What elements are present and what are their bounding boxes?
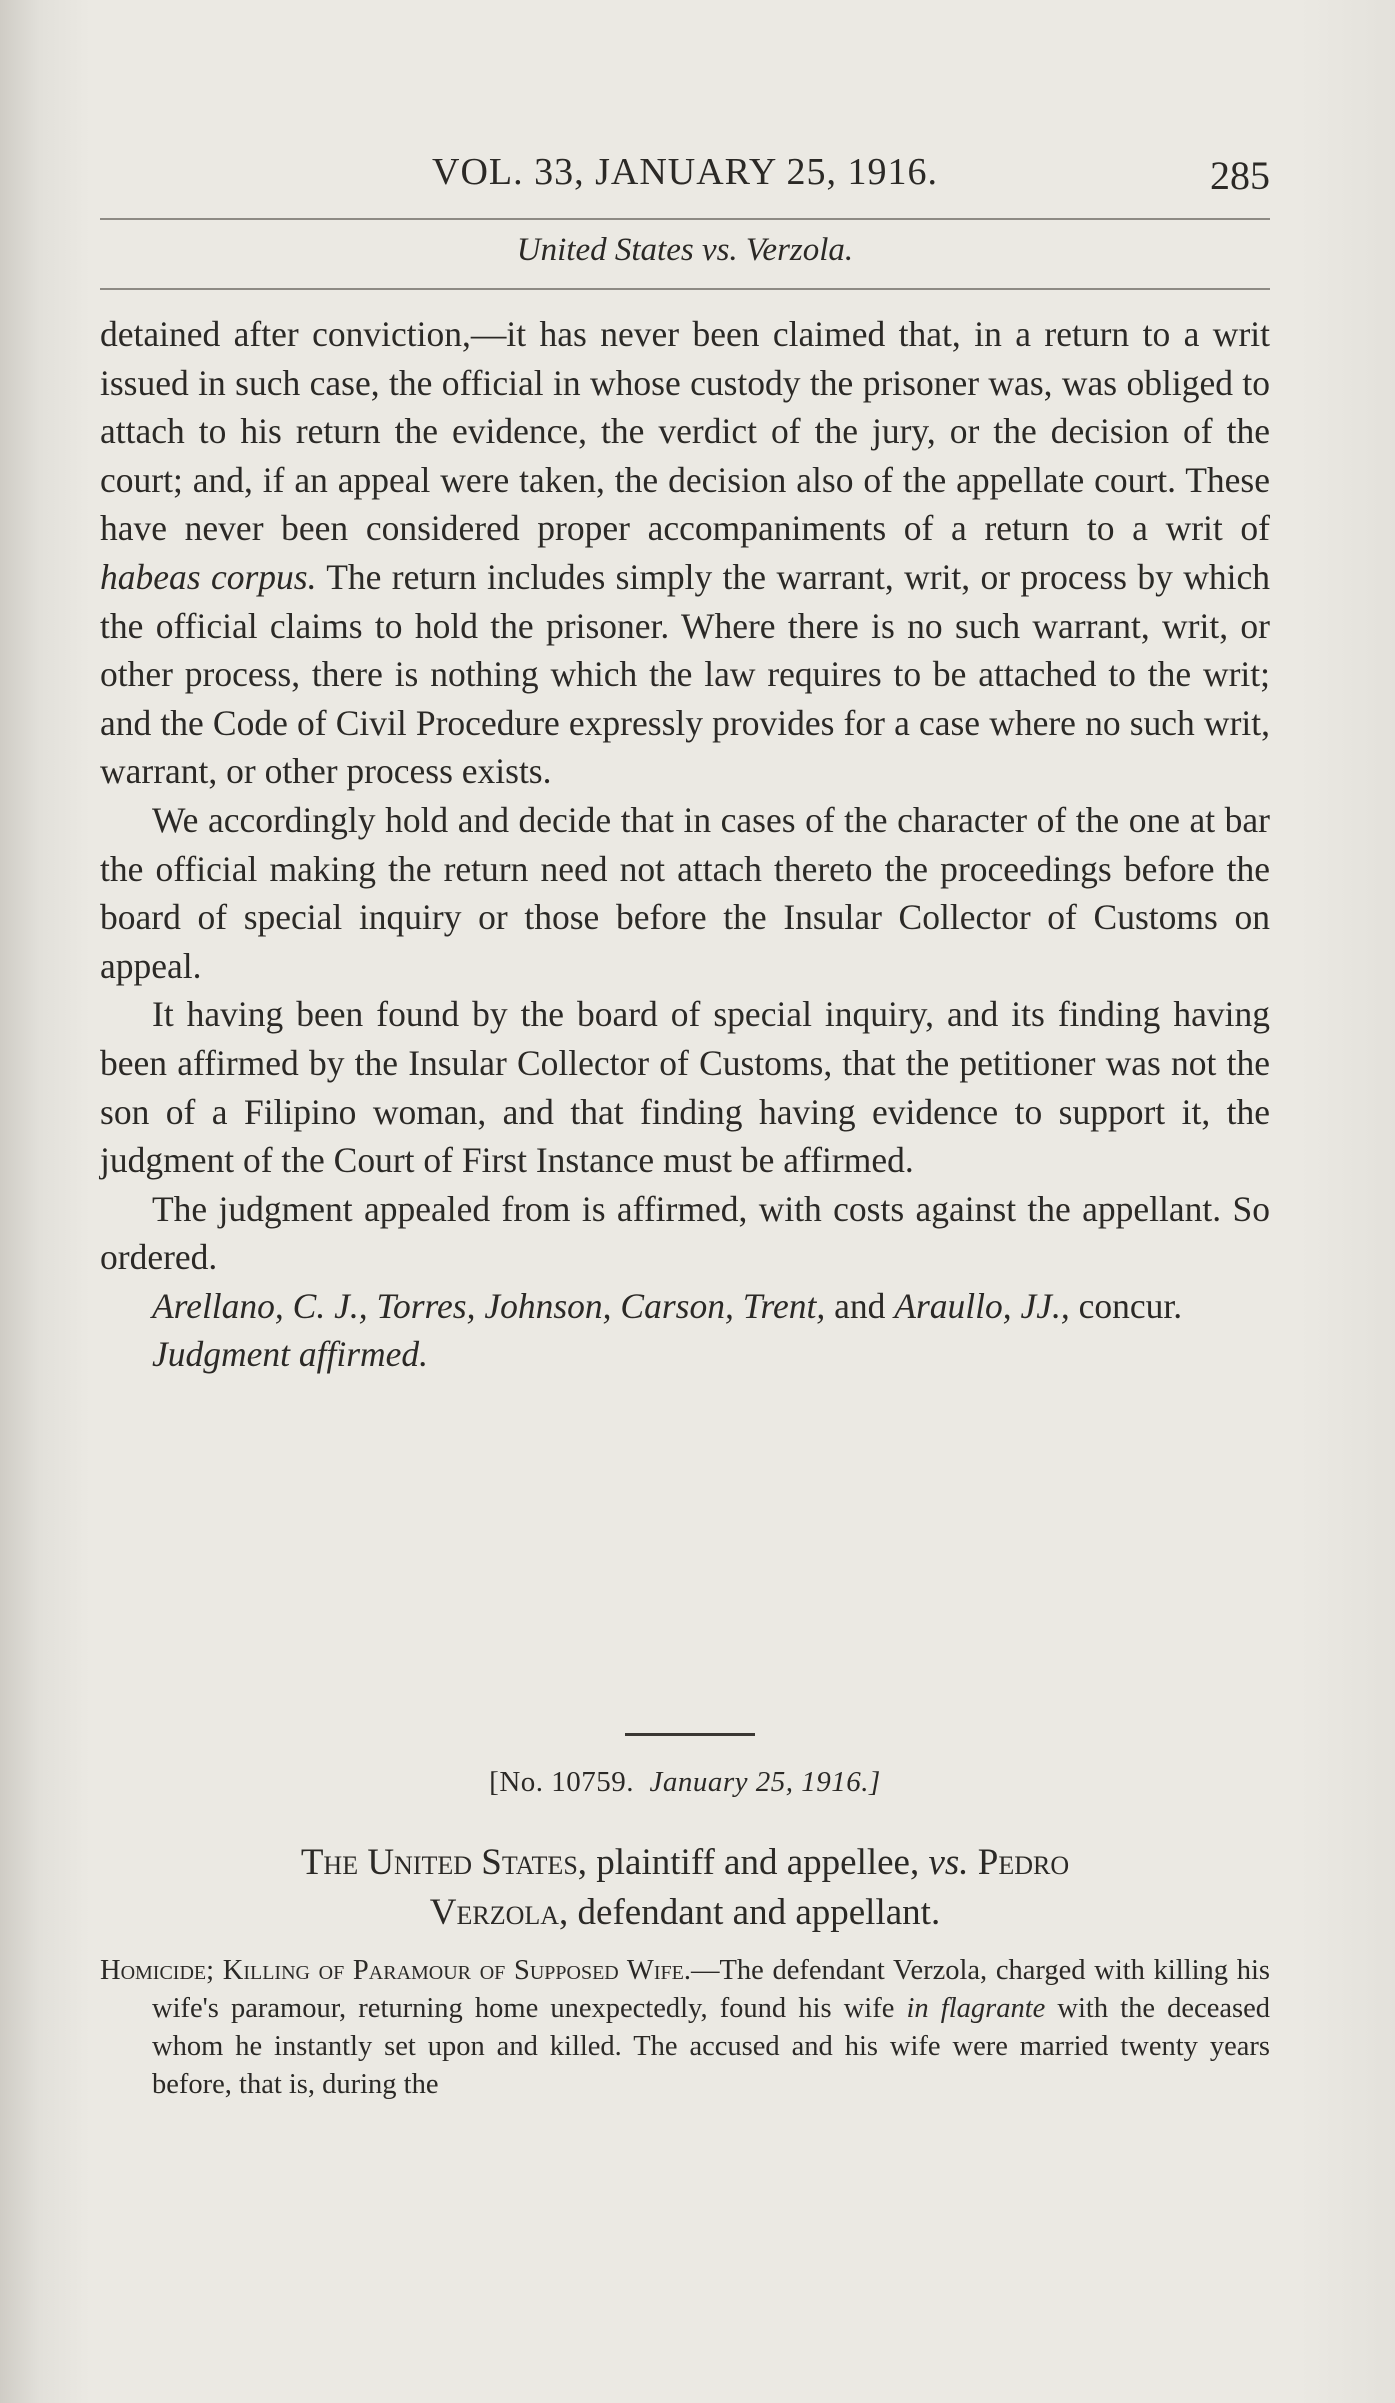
header-rule — [100, 218, 1270, 220]
opinion-text — [100, 310, 1270, 1379]
habeas-corpus: habeas corpus. — [100, 556, 317, 597]
page-number: 285 — [1210, 153, 1270, 198]
paragraph-3: It having been found by the board of special inquiry, and its finding having been affirmed by the Insular Collector of Customs, that the petitioner was not the son of a Filipino woman, and that finding having evidence to support it, the judgment of the Court of First Instance must be affirmed. — [100, 994, 1270, 1181]
paragraph-1: detained after conviction,—it has never been claimed that, in a return to a writ issued in such case, the official in whose custody the prisoner was, was obliged to attach to his return the evidence, the verdict of the jury, or the decision of the court; and, if an appeal were taken, the decision also of the appellate court. These have never been considered proper accompaniments of a return to a writ of habeas corpus. The return includes simply the warrant, writ, or process by which the official claims to hold the prisoner. Where there is no such warrant, writ, or other process, there is nothing which the law requires to be attached to the writ; and the Code of Civil Procedure expressly provides for a case where no such writ, warrant, or other process exists. — [100, 314, 1271, 792]
running-title: VOL. 33, JANUARY 25, 1916. — [432, 151, 938, 193]
docket-line: [No. 10759. January 25, 1916.] — [489, 1766, 881, 1798]
syllabus — [100, 1952, 1270, 2104]
case-title-rule — [100, 288, 1270, 290]
disposition: Judgment affirmed. — [152, 1334, 429, 1375]
concurrence: Arellano, C. J., Torres, Johnson, Carson, Trent, and Araullo, JJ., concur. — [152, 1285, 1183, 1326]
running-head — [100, 150, 1270, 210]
case-parties: The United States, plaintiff and appellee, vs. Pedro Verzola, defendant and appellant. — [300, 1842, 1070, 1933]
syllabus-paragraph: Homicide; Killing of Paramour of Supposed Wife.—The defendant Verzola, charged with killing his wife's paramour, returning home unexpectedly, found his wife in flagrante with the deceased whom he instantly set upon and killed. The accused and his wife were married twenty years before, that is, during the — [100, 1955, 1270, 2100]
section-divider — [625, 1733, 755, 1736]
paragraph-4: The judgment appealed from is affirmed, with costs against the appellant. So ordered. — [100, 1188, 1270, 1278]
case-title: United States vs. Verzola. — [516, 232, 854, 268]
paragraph-2: We accordingly hold and decide that in cases of the character of the one at bar the official making the return need not attach thereto the proceedings before the board of special inquiry or those before the Insular Collector of Customs on appeal. — [100, 799, 1270, 986]
